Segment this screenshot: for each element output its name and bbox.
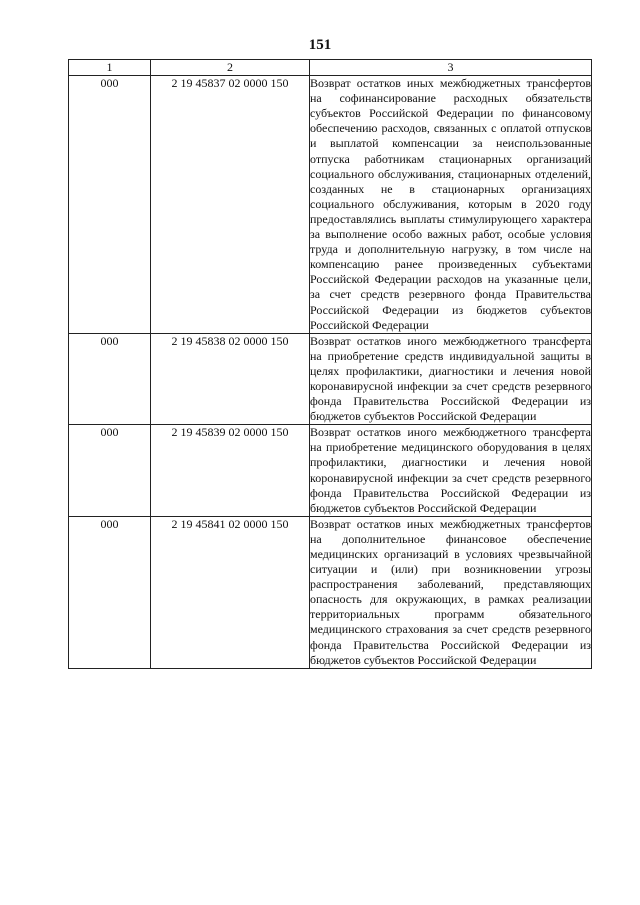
table-row: [69, 333, 592, 425]
column-header-3: 3: [310, 60, 592, 76]
description-cell: Возврат остатков иного межбюджетного трансферта на приобретение медицинского оборудования в целях профилактики, диагностики и лечения новой коронавирусной инфекции за счет средств резервного фонда Правительства Российской Федерации из бюджетов субъектов Российской Федерации: [310, 425, 591, 515]
admin-code-cell: 000: [69, 516, 151, 668]
description-cell: Возврат остатков иных межбюджетных трансфертов на дополнительное финансовое обеспечение медицинских организаций в условиях чрезвычайной ситуации и (или) при возникновении угрозы распространения заболеваний, представляющих опасность для окружающих, в рамках реализации территориальных программ обязательного медицинского страхования за счет средств резервного фонда Правительства Российской Федерации из бюджетов субъектов Российской Федерации: [310, 516, 591, 667]
budget-code-cell: 2 19 45839 02 0000 150: [151, 425, 310, 517]
budget-code-cell: 2 19 45838 02 0000 150: [151, 333, 310, 425]
admin-code-cell: 000: [69, 425, 151, 517]
table-row: [69, 76, 592, 334]
admin-code-cell: 000: [69, 76, 151, 334]
column-header-1: 1: [69, 60, 151, 76]
description-cell: Возврат остатков иного межбюджетного трансферта на приобретение средств индивидуальной защиты в целях профилактики, диагностики и лечения новой коронавирусной инфекции за счет средств резервного фонда Правительства Российской Федерации из бюджетов субъектов Российской Федерации: [310, 333, 591, 424]
column-header-2: 2: [151, 60, 310, 76]
page-number: 151: [308, 37, 332, 53]
admin-code-cell: 000: [69, 333, 151, 425]
budget-classification-table: [68, 59, 592, 669]
description-cell: Возврат остатков иных межбюджетных трансфертов на софинансирование расходных обязательств субъектов Российской Федерации по финансовому обеспечению расходов, связанных с оплатой отпусков и выплатой компенсации за неиспользованные отпуска работникам стационарных организаций социального обслуживания, стационарных отделений, созданных не в стационарных организациях социального обслуживания, которым в 2020 году предоставлялись выплаты стимулирующего характера за выполнение особо важных работ, особые условия труда и дополнительную нагрузку, в том числе на компенсацию ранее произведенных субъектами Российской Федерации расходов на указанные цели, за счет средств резервного фонда Правительства Российской Федерации из бюджетов субъектов Российской Федерации: [310, 76, 591, 332]
table-row: [69, 516, 592, 668]
budget-code-cell: 2 19 45837 02 0000 150: [151, 76, 310, 334]
table-row: [69, 425, 592, 517]
budget-code-cell: 2 19 45841 02 0000 150: [151, 516, 310, 668]
table-header-row: [69, 60, 592, 76]
